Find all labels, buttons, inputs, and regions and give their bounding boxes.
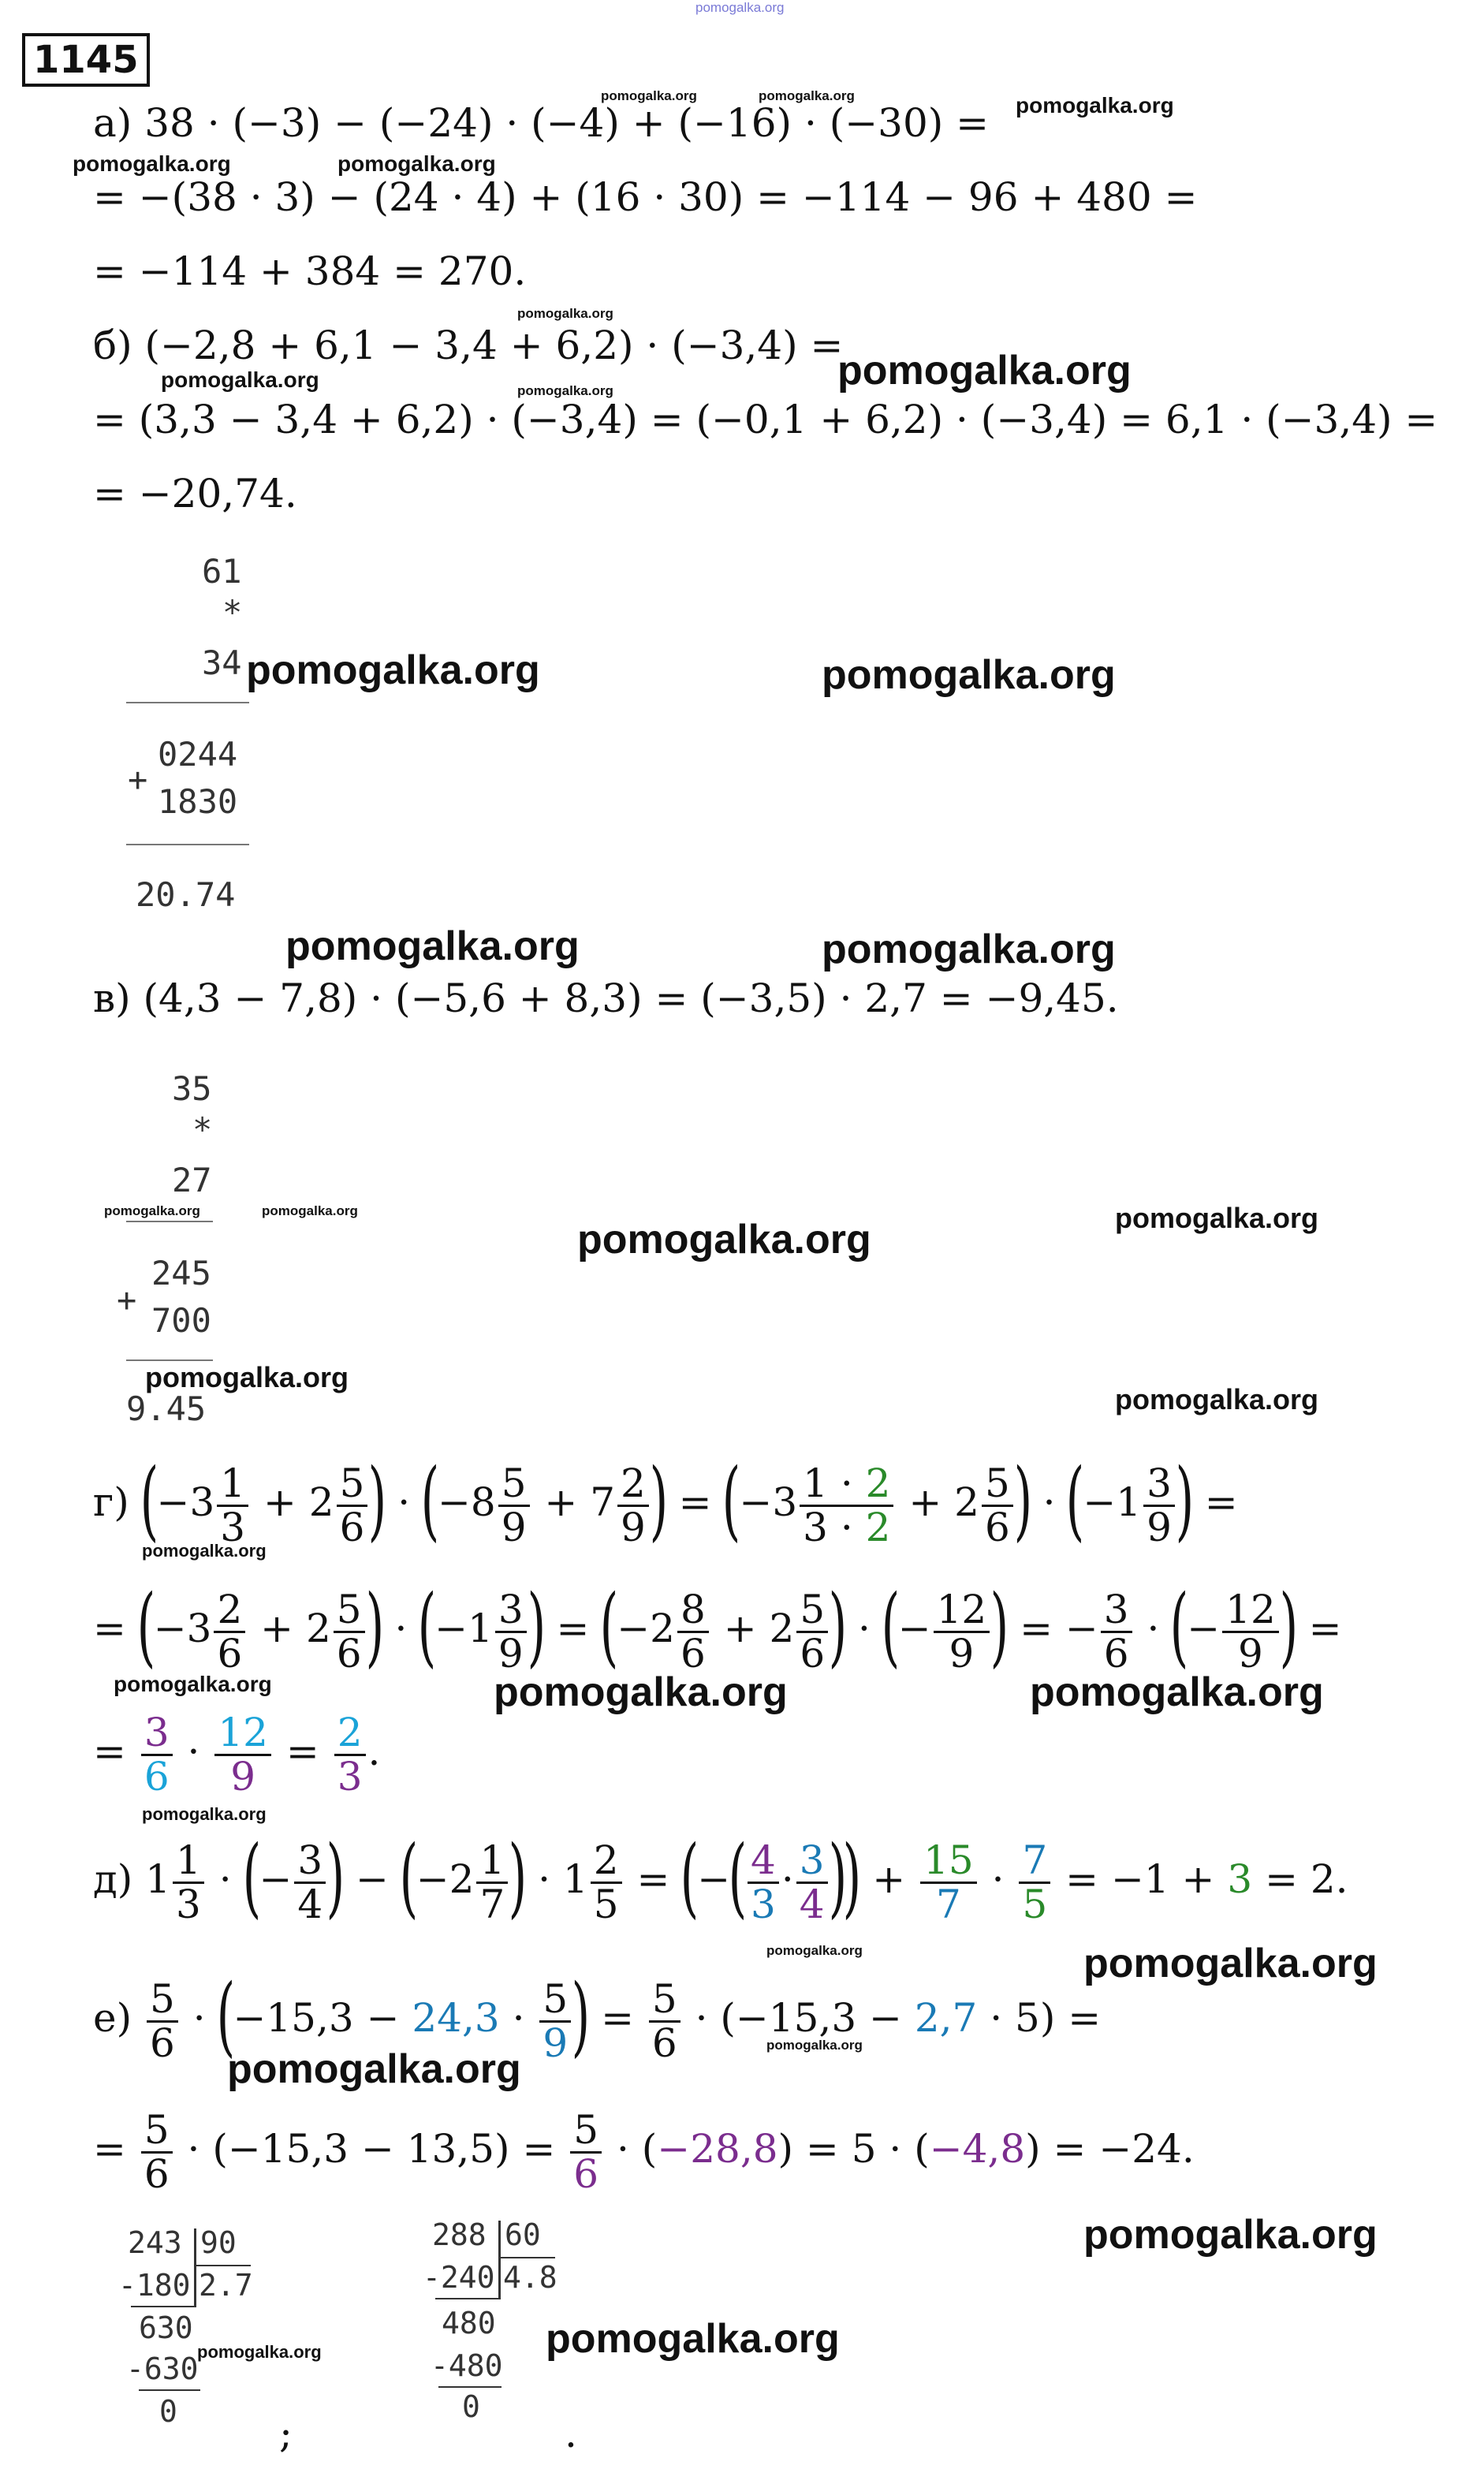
sign: − [356,1856,389,1902]
numerator: 3 [294,1840,326,1884]
sign: · [616,2126,629,2172]
denominator: 6 [150,2020,175,2066]
div1-rem1: 630 [139,2310,193,2345]
div2-rule2 [438,2386,502,2388]
div1-separator: ; [279,2411,293,2456]
numerator: 5 [649,1979,680,2023]
denominator: 9 [1147,1504,1172,1550]
calc-b-op: * [222,593,243,632]
denominator: 4 [799,1881,825,1927]
numerator: 4 [748,1840,779,1884]
watermark: pomogalka.org [1115,1383,1319,1415]
calc-b-rule1 [126,702,249,703]
sign: · [991,1856,1005,1902]
calc-b-partial1: 0244 [158,735,238,774]
div2-rule1 [435,2298,500,2299]
denominator: 9 [498,1630,524,1676]
numerator: 2 [334,1712,366,1756]
sign: − [1065,1606,1098,1651]
whole: 2 [769,1606,795,1651]
calc-c-factor1: 35 [172,1069,212,1108]
fraction [570,2109,602,2195]
tail-end: = 2. [1252,1856,1348,1902]
sign: · [857,1606,871,1651]
problem-number: 1145 [22,33,150,87]
fraction [476,1837,508,1927]
whole: 2 [308,1479,334,1525]
div1-sub1: -180 [118,2268,191,2303]
fraction [677,1589,709,1674]
fraction [1143,1460,1175,1550]
expr: · 5) = [977,1995,1102,2041]
part-b-line1: б) (−2,8 + 6,1 − 3,4 + 6,2) · (−3,4) = [93,323,844,368]
sign: = [601,1995,634,2041]
watermark: pomogalka.org [494,1669,788,1715]
part-a-line1: а) 38 · (−3) − (−24) · (−4) + (−16) · (−30) = [93,100,990,146]
div1-quotient: 2.7 [199,2268,253,2303]
numerator: 15 [920,1840,977,1884]
fraction [217,1460,248,1550]
part-d-line1: г) (−3 $\frac{1}{3}$ + 2 $\frac{5}{6}$ ) · (−8 $\frac{5}{9}$ + 7 $\frac{2}{9}$ ) = (−3 $\frac{1 \cdot 2}{3 \cdot 2}$ + 2 $\frac{5}{6}$ ) · (−1 $\frac{3}{9}$ ) = [93,1449,1238,1550]
sign: · [192,1995,206,2041]
fraction [294,1837,326,1927]
sign: − [259,1856,293,1902]
denominator: 6 [651,2020,677,2066]
calc-b-factor1: 61 [202,552,242,591]
sign: − [434,1606,468,1651]
watermark: pomogalka.org [285,923,580,969]
fraction [1222,1589,1279,1674]
part-f-label: е) [93,1995,132,2041]
whole: 7 [590,1479,616,1525]
calc-b-partial2: 1830 [158,782,238,821]
part-d-line3 [93,1700,380,1803]
colored-value: 24,3 [412,1995,500,2041]
sign: − [697,1856,731,1902]
whole: 1 [562,1856,588,1902]
denominator: 6 [144,2150,170,2197]
expr: −15,3 − [735,1995,915,2041]
part-a-line2: = −(38 · 3) − (24 · 4) + (16 · 30) = −114 − 96 + 480 = [93,174,1198,220]
div2-dividend: 288 [432,2217,487,2252]
fraction [1019,1837,1050,1927]
fraction [141,1710,173,1800]
calc-b-plus: + [128,760,148,799]
div2-sub2: -480 [431,2348,503,2383]
numerator: 12 [214,1712,271,1756]
denominator: 6 [984,1504,1010,1550]
sign: + [908,1479,942,1525]
sign: = [93,2126,126,2172]
sign: + [872,1856,906,1902]
calc-b-rule2 [126,844,249,845]
div2-rem2: 0 [462,2389,480,2424]
denominator: 6 [336,1630,362,1676]
watermark: pomogalka.org [1016,93,1174,117]
denominator: 6 [573,2150,599,2197]
denominator: 9 [621,1504,646,1550]
denominator: 4 [297,1881,323,1927]
part-e-label: д) [93,1856,133,1902]
watermark: pomogalka.org [104,1203,200,1218]
fraction [591,1837,622,1927]
calc-b-result: 20.74 [136,875,236,914]
div1-bar [194,2228,196,2307]
denominator: 7 [936,1881,961,1927]
whole: 1 [1116,1479,1142,1525]
sign: · [538,1856,551,1902]
fraction [796,1837,828,1927]
div2-separator: . [565,2411,577,2456]
numerator: 5 [498,1463,530,1507]
sign: · [1147,1606,1160,1651]
sign: · [187,1729,200,1774]
tail: = −1 + [1065,1856,1228,1902]
whole: 2 [449,1856,475,1902]
fraction [649,1976,680,2066]
whole: 3 [189,1479,215,1525]
sign: − [153,1606,187,1651]
numerator: 12 [1222,1589,1279,1633]
whole: 1 [468,1606,493,1651]
denominator: 7 [479,1881,505,1927]
denominator: 5 [593,1881,619,1927]
sign: − [897,1606,931,1651]
denominator: 6 [144,1753,170,1800]
part-c-line1: в) (4,3 − 7,8) · (−5,6 + 8,3) = (−3,5) · 2,7 = −9,45. [93,975,1119,1021]
watermark: pomogalka.org [601,88,697,103]
numerator: 8 [677,1589,709,1633]
part-a-line3: = −114 + 384 = 270. [93,248,527,294]
div2-quotient: 4.8 [503,2260,557,2295]
denominator: 5 [1022,1881,1048,1927]
sign: + [260,1606,294,1651]
numerator: 5 [982,1463,1013,1507]
numerator: 1 [476,1840,508,1884]
numerator: 5 [796,1589,828,1633]
numerator: 5 [141,2109,173,2154]
colored-value: −4,8 [929,2126,1026,2172]
fraction [141,2109,173,2195]
watermark: pomogalka.org [262,1203,358,1218]
denominator: 6 [800,1630,826,1676]
numerator: 2 [591,1840,622,1884]
calc-c-rule1 [126,1221,213,1222]
sign: = [1020,1606,1053,1651]
sign: · [695,1995,708,2041]
denominator: 9 [230,1753,256,1800]
part-b-line2: = (3,3 − 3,4 + 6,2) · (−3,4) = (−0,1 + 6,2) · (−3,4) = 6,1 · (−3,4) = [93,397,1438,442]
denominator: 9 [543,2020,569,2066]
sign: · [781,1856,794,1902]
watermark: pomogalka.org [822,652,1116,698]
numerator: 1 [217,1463,248,1507]
tail-value: 3 [1227,1856,1253,1902]
watermark: pomogalka.org [337,151,496,176]
watermark: pomogalka.org [145,1361,349,1393]
denominator: 3 [751,1881,776,1927]
calc-c-partial1: 245 [151,1254,211,1292]
div1-quot-rule [196,2265,251,2266]
numerator: 3 [495,1589,527,1633]
div1-sub2: -630 [126,2352,199,2386]
whole: 2 [650,1606,675,1651]
numerator: 7 [1019,1840,1050,1884]
sign: = [678,1479,712,1525]
sign: − [739,1479,773,1525]
denominator: 3 · 2 [803,1504,891,1550]
div1-rule2 [139,2389,200,2391]
calc-b-factor2: 34 [202,643,242,682]
whole: 3 [186,1606,212,1651]
whole: 3 [772,1479,798,1525]
sign: · [394,1606,408,1651]
expr: −15,3 − [233,1995,412,2041]
whole: 1 [145,1856,171,1902]
fraction [495,1589,527,1674]
watermark: pomogalka.org [517,306,613,321]
sign: − [1187,1606,1221,1651]
fraction [934,1589,990,1674]
whole: 8 [470,1479,496,1525]
fraction [498,1460,530,1550]
part-e-line1: д) 1 $\frac{1}{3}$ · (− $\frac{3}{4}$ ) − (−2 $\frac{1}{7}$ ) · 1 $\frac{2}{5}$ = (−( $\frac{4}{3}$ · $\frac{3}{4}$ )) + $\frac{15}{7}$ · $\frac{7}{5}$ = −1 + 3 = 2. [93,1826,1348,1927]
denominator: 6 [217,1630,243,1676]
numerator: 2 [617,1463,649,1507]
denominator: 6 [680,1630,706,1676]
fraction [982,1460,1013,1550]
calc-c-plus: + [117,1281,137,1319]
fraction [214,1710,271,1800]
sign: − [1083,1479,1117,1525]
fraction [147,1976,178,2066]
part-d-line2: = (−3 $\frac{2}{6}$ + 2 $\frac{5}{6}$ ) · (−1 $\frac{3}{9}$ ) = (−2 $\frac{8}{6}$ + 2 $\frac{5}{6}$ ) · (− $\frac{12}{9}$ ) = − $\frac{3}{6}$ · (− $\frac{12}{9}$ ) = [93,1576,1342,1676]
numerator: 1 · 2 [800,1463,893,1507]
sign: · [512,1995,525,2041]
denominator: 3 [337,1753,363,1800]
denominator: 9 [949,1630,975,1676]
calc-c-partial2: 700 [151,1301,211,1340]
denominator: 9 [1238,1630,1263,1676]
fraction [800,1460,893,1550]
part-f-line1: е) $\frac{5}{6}$ · (−15,3 − 24,3 · $\frac{5}{9}$ ) = $\frac{5}{6}$ · (−15,3 − 2,7 · 5) = [93,1965,1102,2066]
colored-value: −28,8 [657,2126,778,2172]
div2-divisor: 60 [505,2217,541,2252]
watermark: pomogalka.org [822,927,1116,972]
calc-c-factor2: 27 [172,1161,212,1199]
fraction [796,1589,828,1674]
watermark: pomogalka.org [246,647,540,693]
watermark: pomogalka.org [197,2342,322,2362]
sign: · [218,1856,232,1902]
sign: − [416,1856,449,1902]
numerator: 3 [1143,1463,1175,1507]
denominator: 6 [339,1504,365,1550]
div1-rule1 [131,2306,196,2307]
watermark: pomogalka.org [837,348,1132,393]
numerator: 2 [214,1589,245,1633]
watermark: pomogalka.org [1115,1202,1319,1234]
watermark: pomogalka.org [73,151,231,176]
fraction [1101,1589,1132,1674]
denominator: 9 [501,1504,527,1550]
denominator-factor: 2 [865,1504,891,1550]
sign: − [617,1606,651,1651]
numerator: 3 [141,1712,173,1756]
sign: · [397,1479,411,1525]
sign: = [556,1606,590,1651]
watermark: pomogalka.org [161,367,319,392]
sign: = [285,1729,319,1774]
fraction [173,1837,204,1927]
watermark: pomogalka.org [1030,1669,1324,1715]
part-d-label: г) [93,1479,129,1525]
sign: = [1308,1606,1342,1651]
colored-value: 2,7 [914,1995,978,2041]
watermark: pomogalka.org [766,1943,863,1958]
numerator: 3 [1101,1589,1132,1633]
sign: + [723,1606,757,1651]
numerator: 12 [934,1589,990,1633]
watermark: pomogalka.org [142,1804,267,1824]
expr: ) = 5 · ( [777,2126,930,2172]
sign: = [93,1729,126,1774]
fraction [214,1589,245,1674]
div2-quot-rule [500,2257,555,2258]
watermark: pomogalka.org [114,1672,272,1696]
numerator: 1 [173,1840,204,1884]
numerator: 5 [337,1463,368,1507]
watermark: pomogalka.org [1083,2212,1378,2258]
expr: ) = −24. [1025,2126,1195,2172]
numerator: 5 [334,1589,365,1633]
calc-c-result: 9.45 [126,1389,207,1428]
fraction [334,1589,365,1674]
whole: 2 [305,1606,331,1651]
watermark: pomogalka.org [759,88,855,103]
expr: · (−15,3 − 13,5) = [187,2126,556,2172]
calc-c-op: * [192,1110,213,1149]
numerator: 5 [147,1979,178,2023]
sign: − [156,1479,190,1525]
fraction [334,1710,366,1800]
numerator: 5 [539,1979,571,2023]
sign: . [367,1729,381,1774]
div2-rem1: 480 [442,2306,496,2340]
watermark: pomogalka.org [517,383,613,398]
fraction [748,1837,779,1927]
div1-dividend: 243 [128,2225,182,2260]
denominator: 3 [220,1504,246,1550]
part-b-line3: = −20,74. [93,471,297,517]
sign: = [93,1606,126,1651]
watermark: pomogalka.org [766,2038,863,2053]
div2-sub1: -240 [423,2260,495,2295]
sign: − [437,1479,471,1525]
div2-bar [498,2221,501,2299]
numerator: 3 [796,1840,828,1884]
watermark: pomogalka.org [1083,1941,1378,1986]
numerator-factor: 2 [865,1460,891,1506]
watermark: pomogalka.org [142,1541,267,1561]
whole: 2 [954,1479,979,1525]
numerator: 5 [570,2109,602,2154]
part-f-line2: = $\frac{5}{6}$ · (−15,3 − 13,5) = $\frac{5}{6}$ · (−28,8) = 5 · (−4,8) = −24. [93,2107,1195,2197]
div1-rem2: 0 [159,2394,177,2429]
sign: = [636,1856,670,1902]
fraction [617,1460,649,1550]
watermark: pomogalka.org [227,2046,521,2092]
fraction [539,1976,571,2066]
div1-divisor: 90 [200,2225,237,2260]
watermark: pomogalka.org [577,1217,871,1262]
watermark-top: pomogalka.org [695,0,785,15]
denominator: 3 [176,1881,201,1927]
denominator: 6 [1103,1630,1129,1676]
sign: = [1204,1479,1238,1525]
watermark: pomogalka.org [546,2316,840,2362]
sign: + [544,1479,578,1525]
fraction [337,1460,368,1550]
sign: + [263,1479,296,1525]
fraction [920,1837,977,1927]
sign: · [1042,1479,1056,1525]
